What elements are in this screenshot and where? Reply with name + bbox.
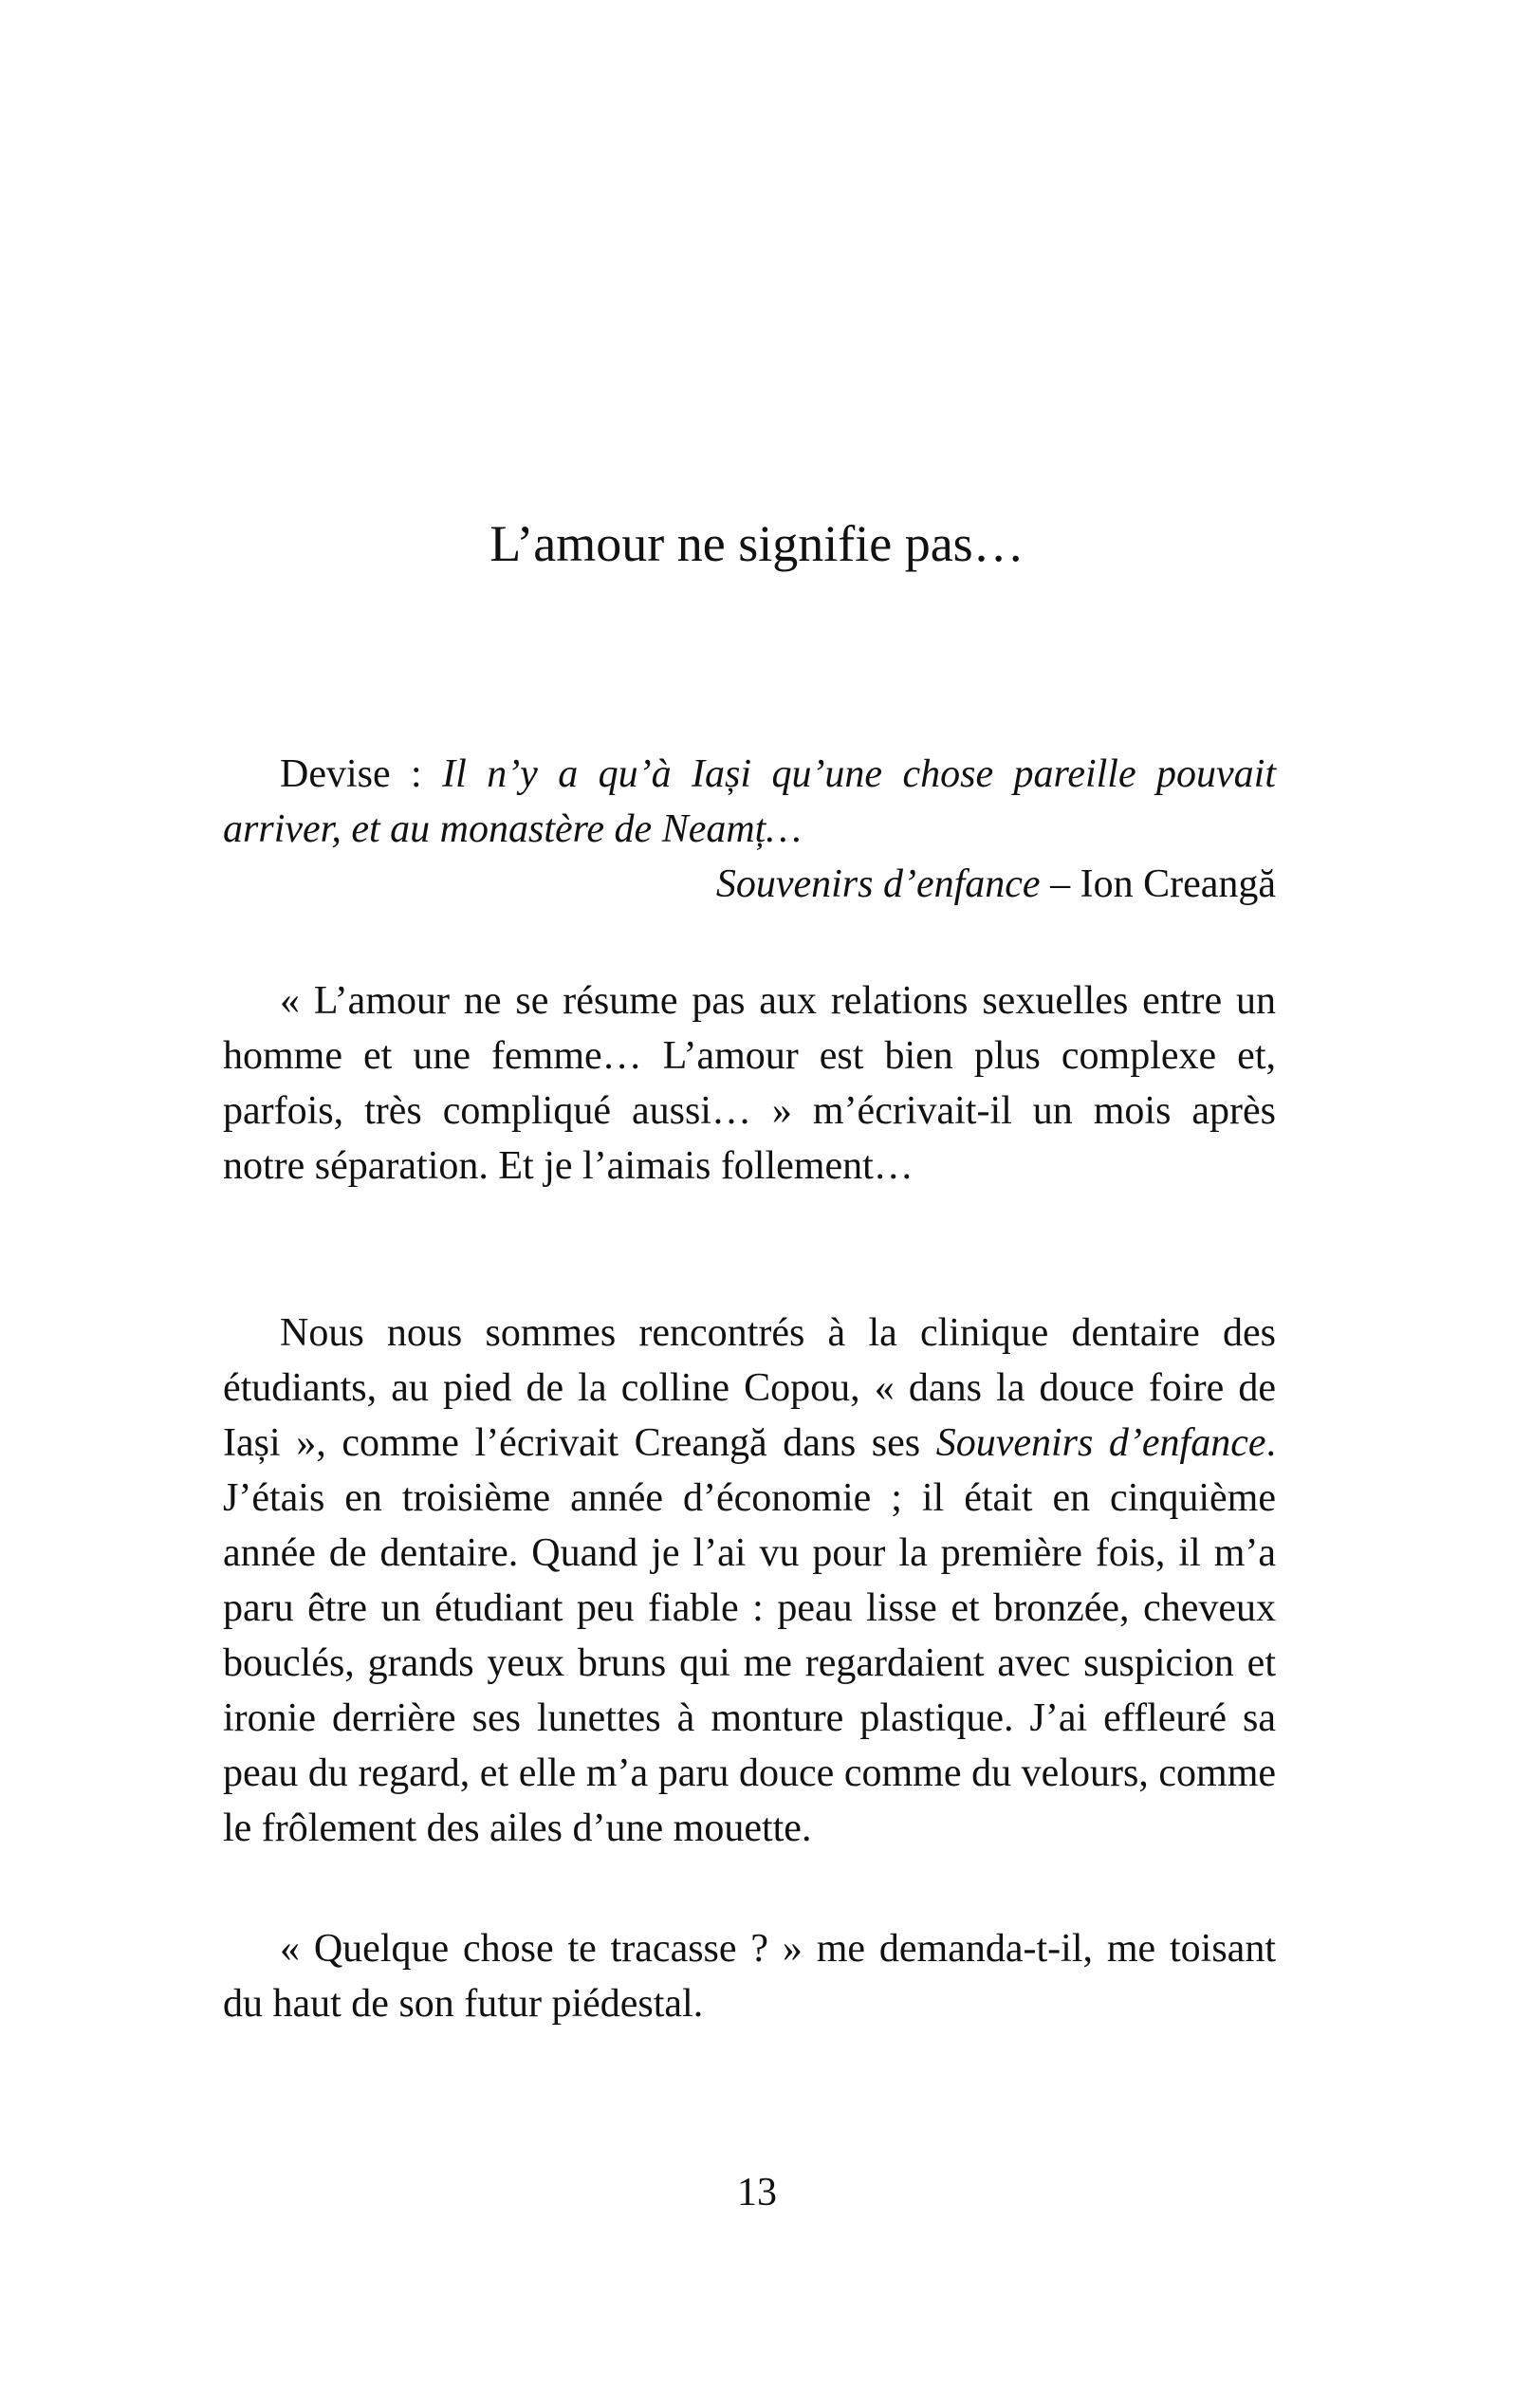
paragraph-2-book-title: Souvenirs d’enfance [935,1421,1266,1465]
page-number: 13 [737,2171,777,2214]
epigraph-source-title: Souvenirs d’enfance [715,862,1041,906]
paragraph-1: « L’amour ne se résume pas aux relations sexuelles entre un homme et une femme… L’amour est bien plus complexe et, parfois, très compliqué aussi… » m’écrivait-il un mois après notre séparation. Et je l’aimais follement… [223,979,1276,1188]
epigraph-source-separator: – [1040,862,1080,906]
paragraph-3: « Quelque chose te tracasse ? » me demanda-t-il, me toisant du haut de son futur piédestal. [223,1927,1276,2026]
epigraph-label: Devise : [280,752,443,796]
paragraph-2-text-end: . J’étais en troisième année d’économie ; il était en cinquième année de dentaire. Quand je l’ai vu pour la première fois, il m’a paru être un étudiant peu fiable : peau lisse et bronzée, cheveux bouclés, grands yeux bruns qui me regardaient avec suspicion et ironie derrière ses lunettes à monture plastique. J’ai effleuré sa peau du regard, et elle m’a paru douce comme du velours, comme le frôlement des ailes d’une mouette. [223,1421,1276,1850]
paragraph-2-text-start: Nous nous sommes rencontrés à la clinique dentaire des étudiants, au pied de la colline Copou, « dans la douce foire de Iași », comme l’écrivait Creangă dans ses [223,1311,1276,1465]
chapter-title: L’amour ne signifie pas… [489,515,1025,572]
epigraph-quote: Il n’y a qu’à Iași qu’une chose pareille pouvait arriver, et au monastère de Neamț… [223,752,1276,851]
epigraph [223,747,1276,857]
epigraph-source-author: Ion Creangă [1080,862,1276,906]
paragraph-2 [223,1306,1276,1856]
epigraph-source [223,857,1276,912]
